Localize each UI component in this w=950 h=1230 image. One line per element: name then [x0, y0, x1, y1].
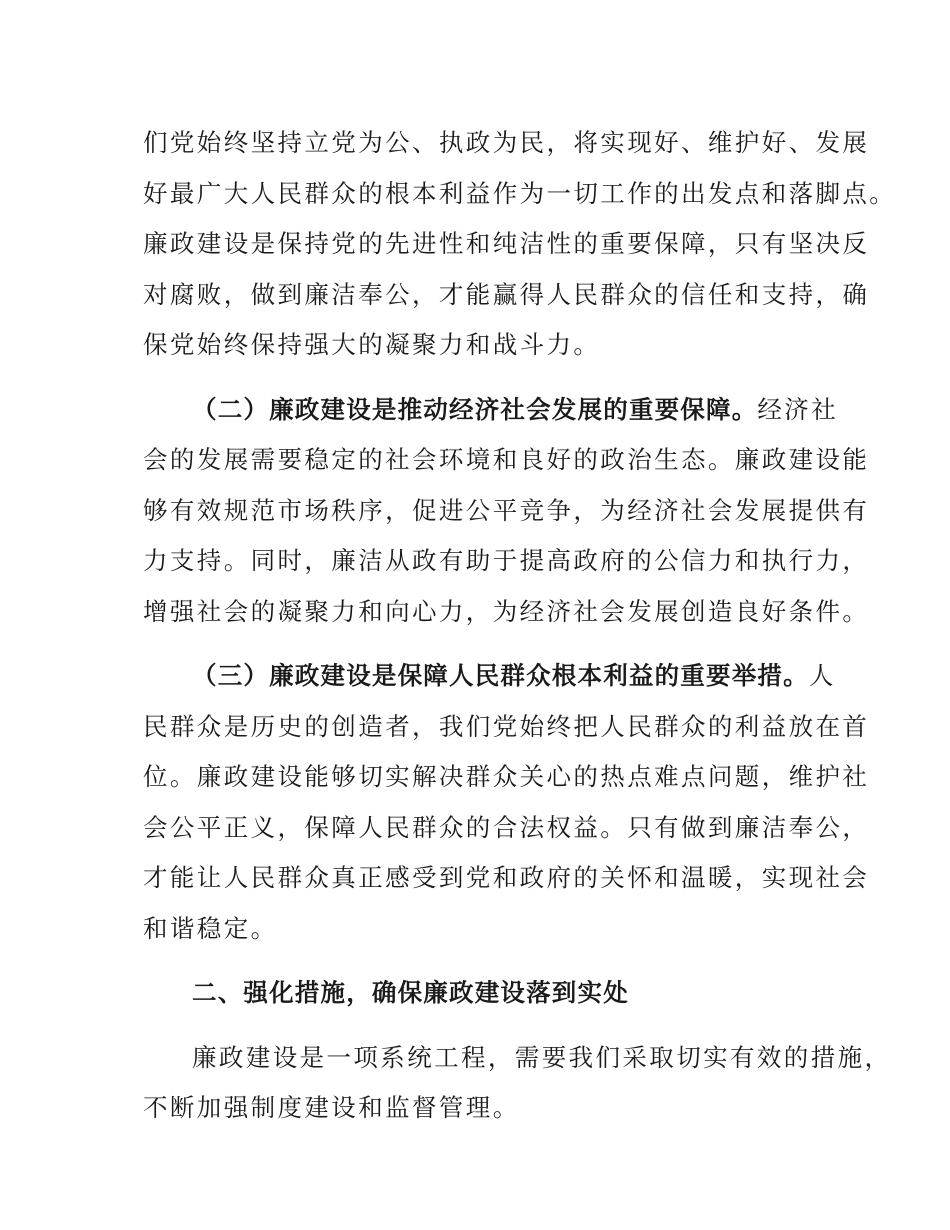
text-line: 增强社会的凝聚力和向心力，为经济社会发展创造良好条件。: [143, 596, 870, 626]
text-run: 经济社: [757, 394, 839, 424]
paragraph-people-interests: [143, 651, 870, 954]
paragraph-economic-development: [143, 385, 870, 638]
text-run: 人: [808, 661, 836, 690]
text-line: 民群众是历史的创造者，我们党始终把人民群众的利益放在首: [143, 711, 870, 741]
text-line: [143, 651, 836, 702]
text-line: 廉政建设是保持党的先进性和纯洁性的重要保障，只有坚决反: [143, 229, 870, 258]
text-line: [143, 385, 839, 436]
text-line: 保党始终保持强大的凝聚力和战斗力。: [143, 330, 601, 359]
section-title: （二）廉政建设是推动经济社会发展的重要保障。: [192, 394, 758, 424]
text-line: 会公平正义，保障人民群众的合法权益。只有做到廉洁奉公，: [143, 812, 870, 842]
paragraph-party-purpose: [143, 118, 897, 371]
section-title: （三）廉政建设是保障人民群众根本利益的重要举措。: [192, 661, 809, 690]
document-page: [143, 118, 897, 1134]
text-line: 力支持。同时，廉洁从政有助于提高政府的公信力和执行力，: [143, 546, 870, 575]
section-heading: 二、强化措施，确保廉政建设落到实处: [192, 978, 629, 1007]
text-line: 位。廉政建设能够切实解决群众关心的热点难点问题，维护社: [143, 762, 870, 791]
text-line: 廉政建设是一项系统工程，需要我们采取切实有效的措施，: [192, 1042, 892, 1072]
text-line: 和谐稳定。: [143, 913, 278, 943]
text-line: 不断加强制度建设和监督管理。: [143, 1093, 520, 1122]
text-line: 够有效规范市场秩序，促进公平竞争，为经济社会发展提供有: [143, 495, 870, 525]
text-line: 好最广大人民群众的根本利益作为一切工作的出发点和落脚点。: [143, 178, 897, 208]
paragraph-measures-intro: [143, 1033, 892, 1134]
text-line: 才能让人民群众真正感受到党和政府的关怀和温暖，实现社会: [143, 863, 870, 892]
text-line: 们党始终坚持立党为公、执政为民，将实现好、维护好、发展: [143, 128, 870, 157]
text-line: 对腐败，做到廉洁奉公，才能赢得人民群众的信任和支持，确: [143, 279, 870, 309]
text-line: 会的发展需要稳定的社会环境和良好的政治生态。廉政建设能: [143, 445, 870, 474]
